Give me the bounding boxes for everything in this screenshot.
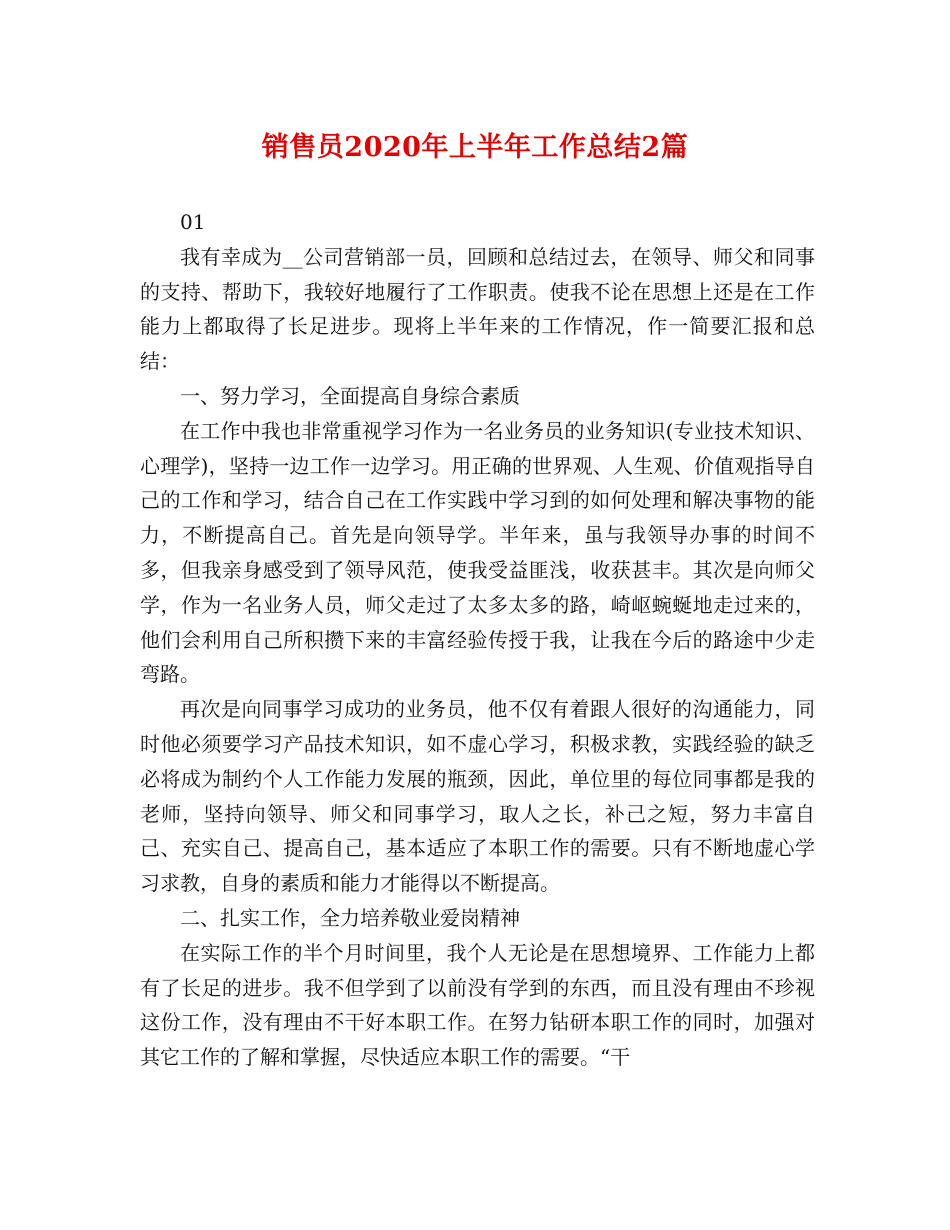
paragraph-colleagues: 再次是向同事学习成功的业务员，他不仅有着跟人很好的沟通能力，同时他必须要学习产品技术知识，如不虚心学习，积极求教，实践经验的缺乏必将成为制约个人工作能力发展的瓶颈，因此，单位里的每位同事都是我的老师，坚持向领导、师父和同事学习，取人之长，补己之短，努力丰富自己、充实自己、提高自己，基本适应了本职工作的需要。只有不断地虚心学习求教，自身的素质和能力才能得以不断提高。	[140, 697, 815, 896]
section-number: 01	[180, 210, 206, 234]
document-title: 销售员2020年上半年工作总结2篇	[261, 132, 689, 163]
paragraph-learning: 在工作中我也非常重视学习作为一名业务员的业务知识(专业技术知识、心理学)，坚持一边工作一边学习。用正确的世界观、人生观、价值观指导自己的工作和学习，结合自己在工作实践中学习到的如何处理和解决事物的能力，不断提高自己。首先是向领导学。半年来，虽与我领导办事的时间不多，但我亲身感受到了领导风范，使我受益匪浅，收获甚丰。其次是向师父学，作为一名业务人员，师父走过了太多太多的路，崎岖蜿蜒地走过来的，他们会利用自己所积攒下来的丰富经验传授于我，让我在今后的路途中少走弯路。	[140, 418, 815, 687]
heading-section-one: 一、努力学习，全面提高自身综合素质	[180, 383, 520, 408]
document-body	[140, 205, 815, 1075]
paragraph-practice: 在实际工作的半个月时间里，我个人无论是在思想境界、工作能力上都有了长足的进步。我不但学到了以前没有学到的东西，而且没有理由不珍视这份工作，没有理由不干好本职工作。在努力钻研本职工作的同时，加强对其它工作的了解和掌握，尽快适应本职工作的需要。“干	[140, 940, 815, 1070]
paragraph-intro: 我有幸成为__公司营销部一员，回顾和总结过去，在领导、师父和同事的支持、帮助下，我较好地履行了工作职责。使我不论在思想上还是在工作能力上都取得了长足进步。现将上半年来的工作情况，作一简要汇报和总结：	[140, 244, 815, 374]
heading-section-two: 二、扎实工作，全力培养敬业爱岗精神	[180, 905, 520, 930]
